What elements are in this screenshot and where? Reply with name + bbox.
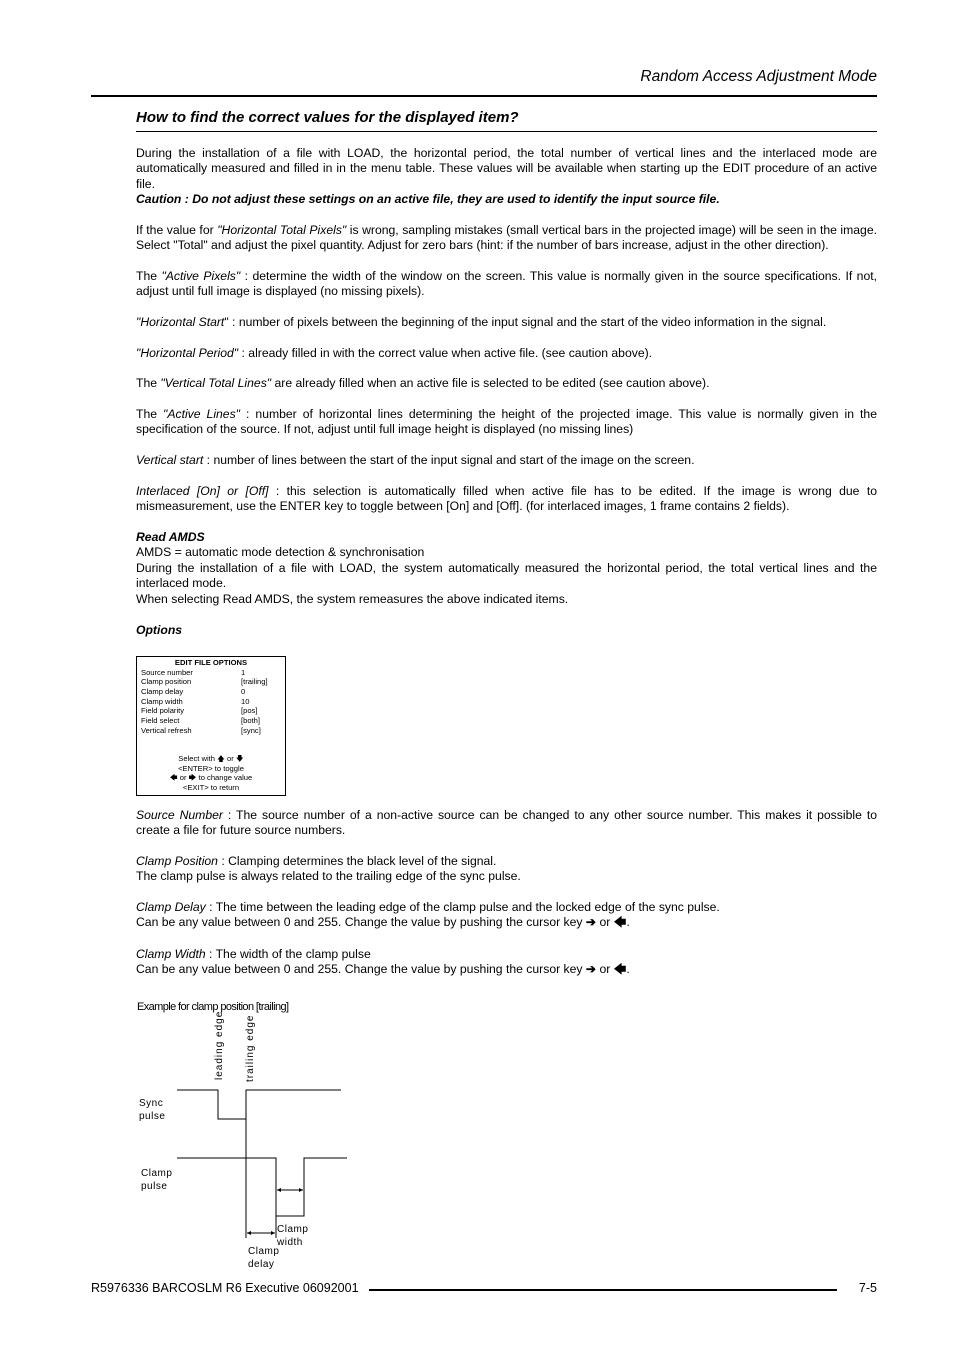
menu-row-key: Clamp delay	[141, 687, 184, 697]
htp-text: is wrong, sampling mistakes (small vertical bars in the projected image) will be seen in the image. Select "Total" and adjust the pixel quantity. Adjust for zero bars (hint: if the number of bars increase, adjust in the other direction).	[136, 223, 877, 253]
arrow-up-icon: 🡅	[217, 754, 225, 763]
help-exit-text: <EXIT> to return	[182, 783, 240, 793]
menu-row-key: Field polarity	[141, 706, 185, 716]
footer-rule	[369, 1289, 837, 1291]
menu-row-key: Clamp position	[141, 677, 192, 687]
amds-line2: During the installation of a file with LOAD, the system automatically measured the horizontal period, the total vertical lines and the interlaced mode.	[136, 560, 877, 591]
clamp-pulse-label-2: pulse	[141, 1181, 168, 1192]
help-select-text: Select with	[178, 754, 218, 763]
cd-term: Clamp Delay	[136, 900, 206, 914]
menu-row-value: 1	[241, 667, 246, 677]
help-or-text: or	[224, 754, 236, 763]
htp-term: "Horizontal Total Pixels"	[217, 223, 347, 237]
al-text: : number of horizontal lines determining the height of the projected image. This value is normally given in the specification of the source. If not, adjust until full image height is displayed (no missing lines)	[136, 407, 877, 437]
vs-text: : number of lines between the start of the input signal and start of the image on the screen.	[203, 453, 695, 467]
il-term: Interlaced [On] or [Off]	[136, 484, 269, 498]
menu-row-value: 0	[241, 687, 246, 697]
al-prefix: The	[136, 407, 164, 421]
menu-row-value: [pos]	[241, 706, 258, 716]
help-change-text: to change value	[196, 773, 253, 783]
hs-term: "Horizontal Start	[136, 315, 225, 329]
cw-paragraph: Clamp Width : The width of the clamp pulse Can be any value between 0 and 255. Change the value by pushing the cursor key ➔ or 🡄.	[136, 947, 630, 977]
amds-heading: Read AMDS	[136, 530, 205, 544]
menu-row-value: [both]	[241, 716, 260, 726]
footer-doc-id: R5976336 BARCOSLM R6 Executive 06092001	[91, 1281, 359, 1295]
clamp-pulse-waveform	[177, 1158, 347, 1216]
vtl-term: "Vertical Total Lines"	[160, 376, 272, 390]
cw-text: : The width of the clamp pulse	[205, 947, 371, 961]
menu-row-value: 10	[241, 696, 250, 706]
hp-text: : already filled in with the correct value when active file. (see caution above).	[238, 346, 653, 360]
hp-term: "Horizontal Period"	[136, 346, 239, 360]
sn-text: : The source number of a non-active source can be changed to any other source number. This makes it possible to create a file for future source numbers.	[136, 808, 877, 838]
footer-page-number: 7-5	[858, 1281, 877, 1295]
clamp-delay-label-2: delay	[248, 1259, 275, 1270]
leading-edge-label: leading edge	[214, 1010, 225, 1080]
menu-row-key: Source number	[141, 667, 193, 677]
menu-row-value: [sync]	[241, 725, 261, 735]
sync-pulse-label-2: pulse	[139, 1111, 166, 1122]
vtl-text: are already filled when an active file is selected to be edited (see caution above).	[271, 376, 710, 390]
menu-title: EDIT FILE OPTIONS	[174, 658, 248, 667]
htp-prefix: If the value for	[136, 223, 218, 237]
cw-line2: Can be any value between 0 and 255. Change the value by pushing the cursor key	[136, 962, 586, 977]
help-or-text: or	[177, 773, 189, 783]
trailing-edge-label: trailing edge	[245, 1014, 256, 1082]
clamp-width-label-1: Clamp	[277, 1224, 309, 1235]
section-title: How to find the correct values for the displayed item?	[136, 109, 519, 126]
ap-term: "Active Pixels"	[161, 269, 241, 283]
options-heading: Options	[136, 623, 183, 637]
cp-term: Clamp Position	[136, 854, 218, 868]
menu-row-value: [trailing]	[241, 677, 268, 687]
cd-paragraph: Clamp Delay : The time between the leading edge of the clamp pulse and the locked edge of the sync pulse. Can be any value between 0 and 255. Change the value by pushing the cursor key ➔ or 🡄.	[136, 900, 720, 930]
cd-or: or	[596, 915, 614, 930]
arrowhead-icon	[277, 1188, 281, 1192]
clamp-pulse-label-1: Clamp	[141, 1168, 173, 1179]
page-header-title: Random Access Adjustment Mode	[640, 68, 877, 85]
cw-term: Clamp Width	[136, 947, 206, 961]
arrow-down-icon: 🡇	[235, 754, 244, 763]
vtl-prefix: The	[136, 376, 161, 390]
cw-or: or	[596, 962, 614, 977]
amds-line1: AMDS = automatic mode detection & synchronisation	[136, 545, 425, 560]
arrowhead-icon	[247, 1231, 251, 1235]
menu-row-key: Clamp width	[141, 696, 183, 706]
vs-term: Vertical start	[136, 453, 204, 467]
ap-prefix: The	[136, 269, 162, 283]
menu-row-key: Vertical refresh	[141, 725, 192, 735]
al-term: "Active Lines"	[163, 407, 241, 421]
menu-row-key: Field select	[141, 716, 180, 726]
sync-pulse-waveform	[177, 1090, 341, 1119]
intro-text: During the installation of a file with LOAD, the horizontal period, the total number of vertical lines and the interlaced mode are automatically measured and filled in in the menu table. These values will be available when starting up the EDIT procedure of an active file.	[136, 146, 877, 191]
arrow-left-icon: 🡄	[613, 962, 627, 977]
arrowhead-icon	[271, 1231, 275, 1235]
cp-line2: The clamp pulse is always related to the trailing edge of the sync pulse.	[136, 869, 521, 884]
cp-text: : Clamping determines the black level of the signal.	[217, 854, 497, 868]
il-text: : this selection is automatically filled when active file has to be edited. If the image is wrong due to mismeasurement, use the ENTER key to toggle between [On] and [Off]. (for interlaced images, 1 frame contains 2 fields).	[136, 484, 877, 514]
diagram-title: Example for clamp position [trailing]	[137, 1001, 289, 1013]
sn-term: Source Number	[136, 808, 223, 822]
arrow-left-icon: 🡄	[169, 773, 178, 783]
arrowhead-icon	[299, 1188, 303, 1192]
help-enter-text: <ENTER> to toggle	[178, 763, 244, 773]
clamp-width-label-2: width	[277, 1237, 303, 1248]
arrow-right-icon: ➔	[585, 962, 597, 977]
sync-pulse-label-1: Sync	[139, 1098, 164, 1109]
arrow-right-icon: ➔	[585, 915, 597, 930]
clamp-delay-label-1: Clamp	[248, 1246, 280, 1257]
arrow-left-icon: 🡄	[613, 915, 627, 930]
amds-line3: When selecting Read AMDS, the system remeasures the above indicated items.	[136, 591, 569, 606]
ap-text: : determine the width of the window on the screen. This value is normally given in the source specifications. If not, adjust until full image is displayed (no missing pixels).	[136, 269, 877, 299]
cd-text: : The time between the leading edge of the clamp pulse and the locked edge of the sync pulse.	[205, 900, 720, 914]
caution-text: Caution : Do not adjust these settings on an active file, they are used to identify the input source file.	[136, 192, 720, 207]
cd-line2: Can be any value between 0 and 255. Change the value by pushing the cursor key	[136, 915, 586, 930]
hs-text: " : number of pixels between the beginning of the input signal and the start of the video information in the signal.	[224, 315, 827, 329]
arrow-right-icon: 🡆	[188, 773, 197, 783]
